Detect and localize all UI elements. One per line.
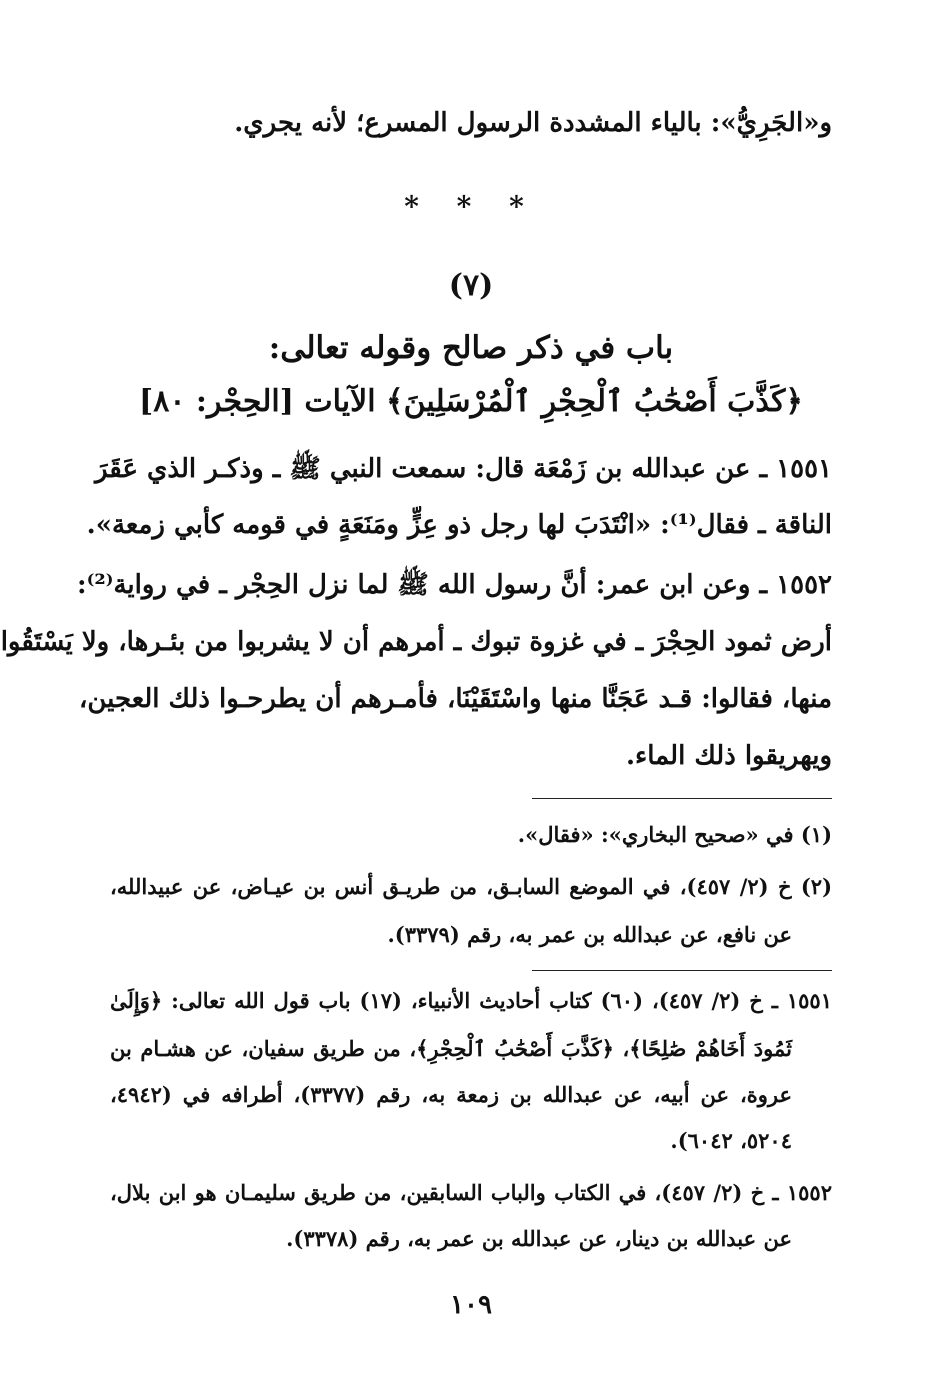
source-1552-line-1: ١٥٥٢ ـ خ (٢/ ٤٥٧)، في الكتاب والباب السابقين، من طريق سليمـان هو ابن بلال، (110, 1180, 832, 1205)
intro-line: و«الجَرِيُّ»: بالياء المشددة الرسول المسرع؛ لأنه يجري. (234, 108, 832, 138)
hadith-1552-line-2: أرض ثمود الحِجْرَ ـ في غزوة تبوك ـ أمرهم أن لا يشربوا من بئـرها، ولا يَسْتَقُوا (0, 627, 832, 657)
source-1551-line-1: ١٥٥١ ـ خ (٢/ ٤٥٧)، (٦٠) كتاب أحاديث الأنبياء، (١٧) باب قول الله تعالى: ﴿وَإِلَىٰ (110, 988, 832, 1013)
sources-separator (532, 970, 832, 971)
bab-title: باب في ذكر صالح وقوله تعالى: (268, 330, 674, 366)
chapter-number: (٧) (448, 268, 494, 303)
source-1551-line-2: ثَمُودَ أَخَاهُمْ صَٰلِحًا﴾، ﴿كَذَّبَ أَصْحَٰبُ ٱلْحِجْرِ﴾، من طريق سفيان، عن هشـام بن (110, 1036, 792, 1061)
footnote-1: (١) في «صحيح البخاري»: «فقال». (517, 822, 832, 847)
hadith-1552-line-3: منها، فقالوا: قـد عَجَنَّا منها واسْتَقَيْنَا، فأمـرهم أن يطرحـوا ذلك العجين، (78, 684, 832, 714)
footnote-2-line-1: (٢) خ (٢/ ٤٥٧)، في الموضع السابـق، من طريـق أنس بن عيـاض، عن عبيدالله، (110, 874, 832, 899)
footnote-separator (532, 798, 832, 799)
section-separator: * * * (404, 190, 538, 223)
hadith-1551-line-1: ١٥٥١ ـ عن عبدالله بن زَمْعَة قال: سمعت النبي ﷺ ـ وذكـر الذي عَقَرَ (94, 454, 832, 484)
hadith-1551-line-2: الناقة ـ فقال⁽¹⁾: «انْتَدَبَ لها رجل ذو عِزٍّ ومَنَعَةٍ في قومه كأبي زمعة». (86, 510, 832, 540)
page-number: ١٠٩ (450, 1290, 492, 1320)
source-1551-line-3: عروة، عن أبيه، عن عبدالله بن زمعة به، رقم (٣٣٧٧)، أطرافه في (٤٩٤٢، (110, 1082, 792, 1107)
source-1552-line-2: عن عبدالله بن دينار، عن عبدالله بن عمر به، رقم (٣٣٧٨). (286, 1226, 792, 1251)
footnote-2-line-2: عن نافع، عن عبدالله بن عمر به، رقم (٣٣٧٩). (387, 922, 792, 947)
hadith-1552-line-1: ١٥٥٢ ـ وعن ابن عمر: أنَّ رسول الله ﷺ لما نزل الحِجْر ـ في رواية⁽²⁾: (77, 570, 832, 600)
source-1551-line-4: ٥٢٠٤، ٦٠٤٢). (670, 1128, 792, 1153)
hadith-1552-line-4: ويهريقوا ذلك الماء. (625, 741, 832, 771)
bab-verse: ﴿كَذَّبَ أَصْحَٰبُ ٱلْحِجْرِ ٱلْمُرْسَلِينَ﴾ الآيات [الحِجْر: ٨٠] (139, 384, 803, 419)
